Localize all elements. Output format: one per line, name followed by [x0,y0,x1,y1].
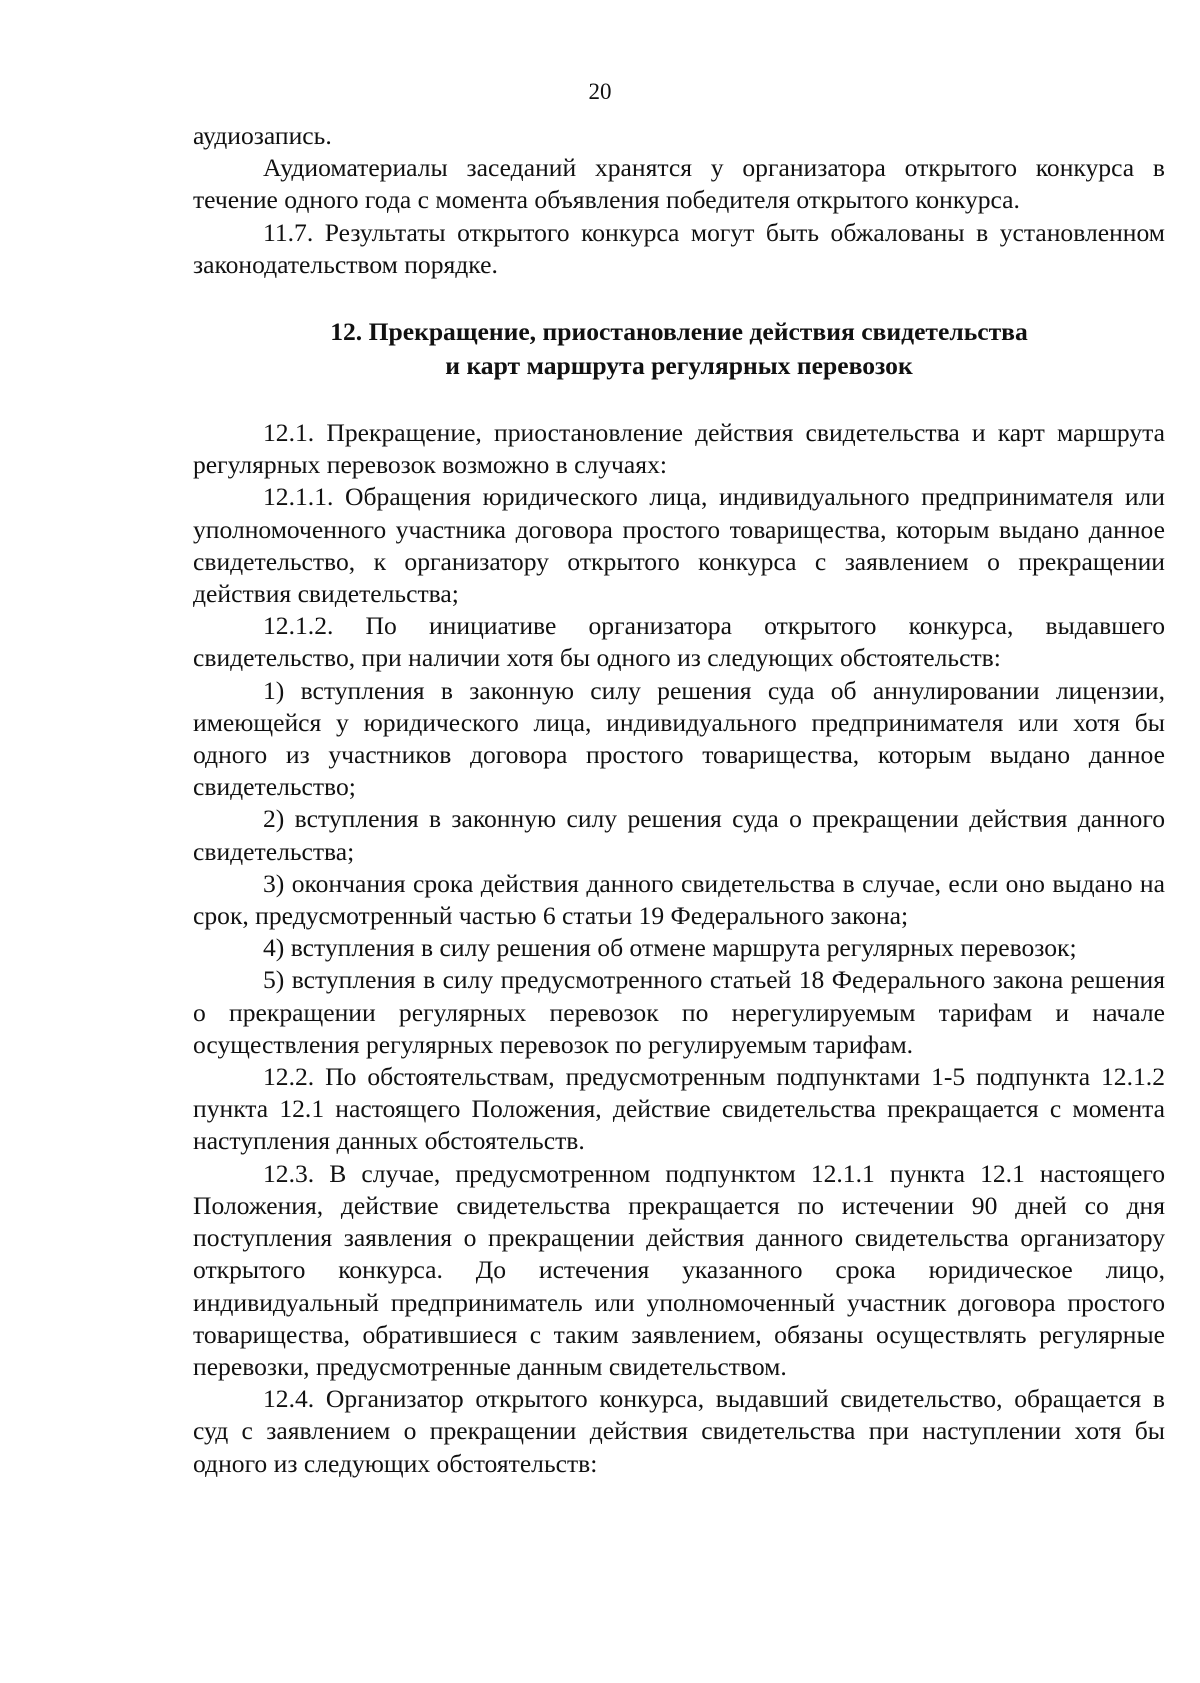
paragraph-12-2: 12.2. По обстоятельствам, предусмотренным подпунктами 1-5 подпункта 12.1.2 пункта 12.1 настоящего Положения, действие свидетельства прекращается с момента наступления данных обстоятельств. [193,1062,1165,1156]
section-heading-line-2: и карт маршрута регулярных перевозок [445,351,913,381]
paragraph-11-7: 11.7. Результаты открытого конкурса могут быть обжалованы в установленном законодательством порядке. [193,217,1165,279]
paragraph-12-1-1: 12.1.1. Обращения юридического лица, индивидуального предпринимателя или уполномоченного участника договора простого товарищества, которым выдано данное свидетельство, к организатору открытого конкурса с заявлением о прекращении действия свидетельства; [193,482,1165,609]
document-body [193,120,1165,1480]
paragraph-12-3: 12.3. В случае, предусмотренном подпунктом 12.1.1 пункта 12.1 настоящего Положения, действие свидетельства прекращается по истечении 90 дней со дня поступления заявления о прекращении действия данного свидетельства организатору открытого конкурса. До истечения указанного срока юридическое лицо, индивидуальный предприниматель или уполномоченный участник договора простого товарищества, обратившиеся с таким заявлением, обязаны осуществлять регулярные перевозки, предусмотренные данным свидетельством. [193,1158,1165,1381]
section-heading-12 [193,315,1165,383]
list-item-5: 5) вступления в силу предусмотренного статьей 18 Федерального закона решения о прекращении регулярных перевозок по нерегулируемым тарифам и начале осуществления регулярных перевозок по регулируемым тарифам. [193,965,1165,1059]
paragraph-continuation: аудиозапись. [193,121,332,150]
paragraph-audio-storage: Аудиоматериалы заседаний хранятся у организатора открытого конкурса в течение одного года с момента объявления победителя открытого конкурса. [193,153,1165,215]
list-item-1: 1) вступления в законную силу решения суда об аннулировании лицензии, имеющейся у юридического лица, индивидуального предпринимателя или хотя бы одного из участников договора простого товарищества, которым выдано данное свидетельство; [193,675,1165,802]
paragraph-12-1-2: 12.1.2. По инициативе организатора открытого конкурса, выдавшего свидетельство, при наличии хотя бы одного из следующих обстоятельств: [193,611,1165,673]
list-item-4: 4) вступления в силу решения об отмене маршрута регулярных перевозок; [263,933,1077,963]
page-number: 20 [588,79,612,104]
section-heading-line-1: 12. Прекращение, приостановление действия свидетельства [330,317,1028,347]
paragraph-12-4: 12.4. Организатор открытого конкурса, выдавший свидетельство, обращается в суд с заявлением о прекращении действия свидетельства при наступлении хотя бы одного из следующих обстоятельств: [193,1384,1165,1478]
list-item-3: 3) окончания срока действия данного свидетельства в случае, если оно выдано на срок, предусмотренный частью 6 статьи 19 Федерального закона; [193,868,1165,931]
list-item-2: 2) вступления в законную силу решения суда о прекращении действия данного свидетельства; [193,804,1165,866]
paragraph-12-1: 12.1. Прекращение, приостановление действия свидетельства и карт маршрута регулярных перевозок возможно в случаях: [193,418,1165,480]
